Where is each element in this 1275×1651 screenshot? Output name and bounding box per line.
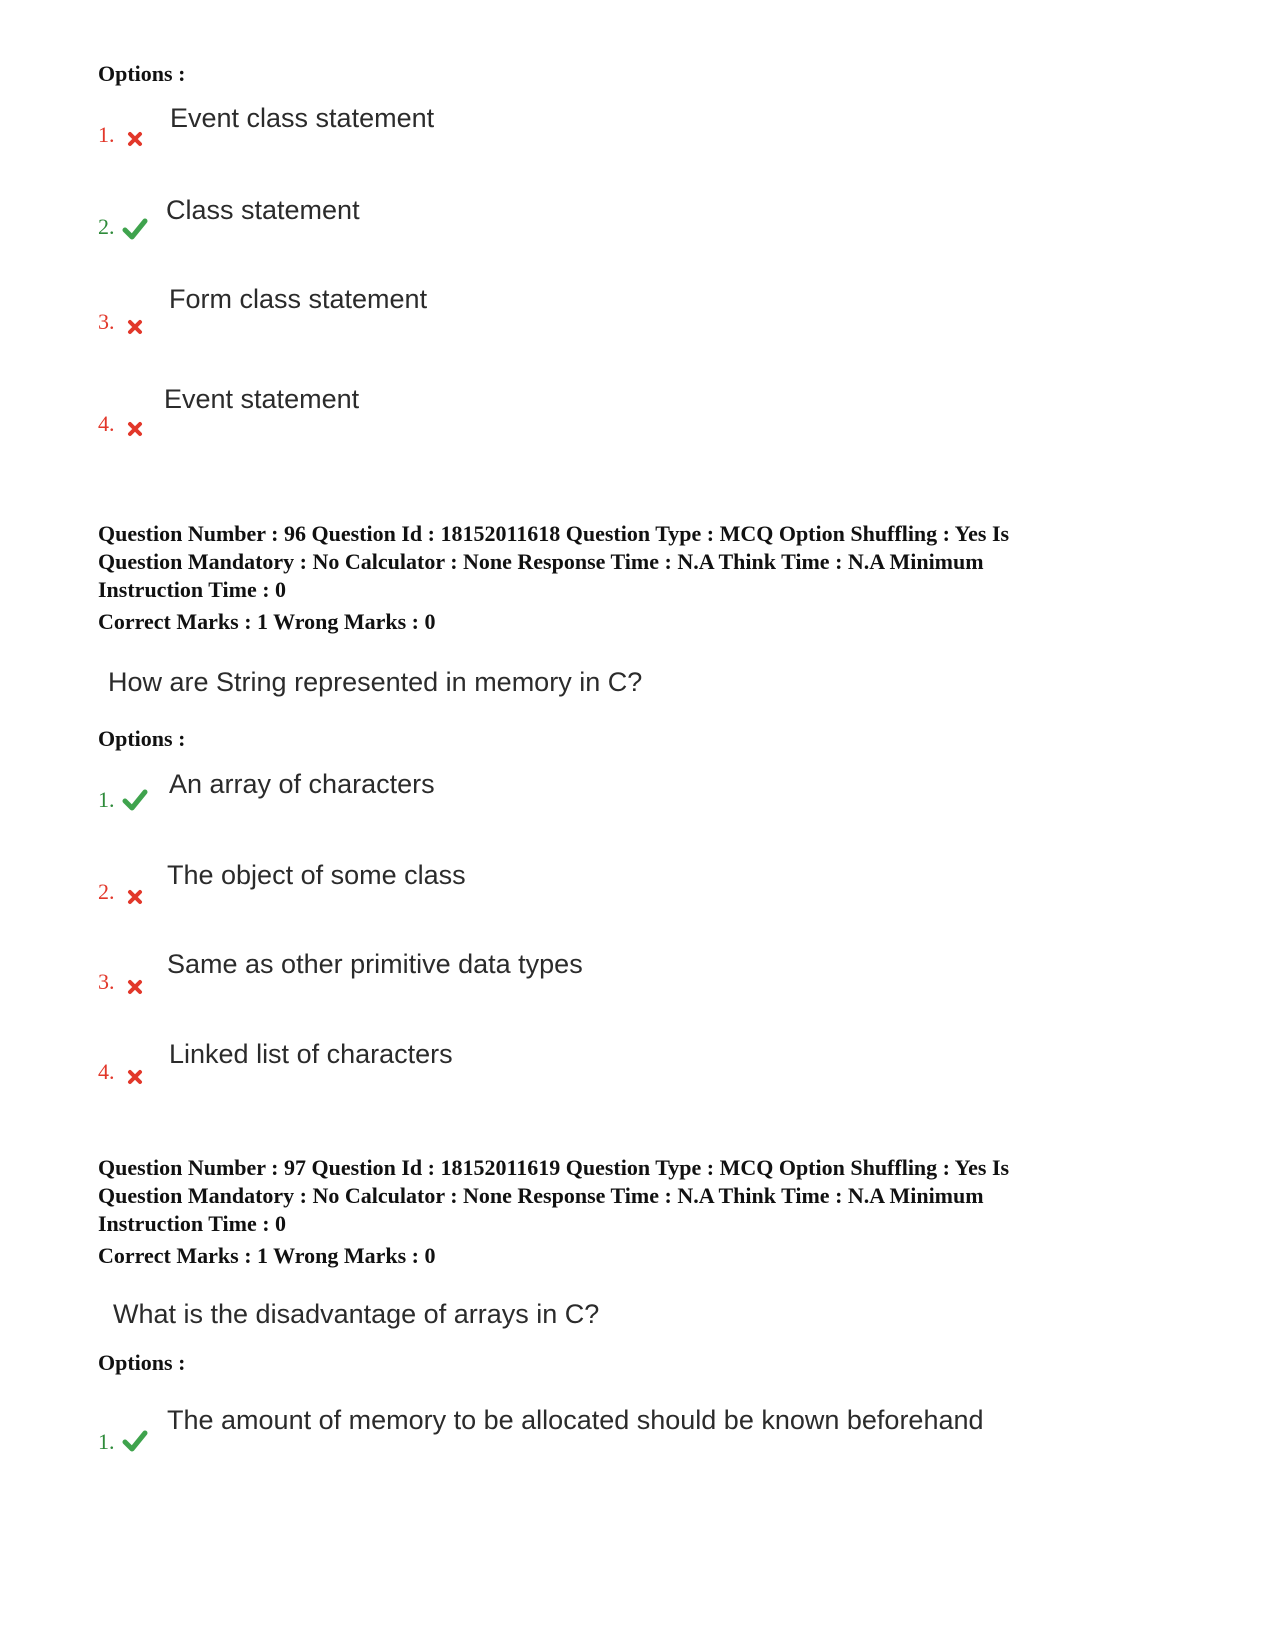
check-icon <box>122 218 148 240</box>
cross-icon <box>127 889 143 905</box>
option-number: 1. <box>98 122 115 147</box>
question-meta <box>98 520 1198 604</box>
option-text: Event statement <box>164 384 360 414</box>
marks-line: Correct Marks : 1 Wrong Marks : 0 <box>98 1243 436 1268</box>
cross-icon <box>127 421 143 437</box>
meta-line: Instruction Time : 0 <box>98 577 287 602</box>
meta-line: Question Mandatory : No Calculator : None Response Time : N.A Think Time : N.A Minimum <box>98 549 984 574</box>
meta-line: Question Mandatory : No Calculator : None Response Time : N.A Think Time : N.A Minimum <box>98 1183 984 1208</box>
cross-icon <box>127 1069 143 1085</box>
cross-icon <box>127 979 143 995</box>
option-number: 4. <box>98 1059 115 1084</box>
meta-line: Instruction Time : 0 <box>98 1211 287 1236</box>
question-meta <box>98 1154 1198 1238</box>
option-number: 3. <box>98 969 115 994</box>
option-number: 1. <box>98 1429 115 1454</box>
option-text: Linked list of characters <box>169 1039 453 1069</box>
marks-line: Correct Marks : 1 Wrong Marks : 0 <box>98 609 436 634</box>
option-number: 4. <box>98 411 115 436</box>
option-text: Event class statement <box>170 103 435 133</box>
option-text: The object of some class <box>167 860 466 890</box>
meta-line: Question Number : 96 Question Id : 18152011618 Question Type : MCQ Option Shuffling : Yes Is <box>98 521 1010 546</box>
cross-icon <box>127 131 143 147</box>
option-number: 1. <box>98 787 115 812</box>
option-text: The amount of memory to be allocated should be known beforehand <box>167 1405 984 1435</box>
question-text: What is the disadvantage of arrays in C? <box>113 1299 600 1329</box>
options-label: Options : <box>98 1350 186 1375</box>
option-number: 3. <box>98 309 115 334</box>
option-number: 2. <box>98 879 115 904</box>
cross-icon <box>127 319 143 335</box>
option-text: Class statement <box>166 195 360 225</box>
option-text: Form class statement <box>169 284 428 314</box>
meta-line: Question Number : 97 Question Id : 18152011619 Question Type : MCQ Option Shuffling : Yes Is <box>98 1155 1010 1180</box>
option-number: 2. <box>98 214 115 239</box>
options-label: Options : <box>98 726 186 751</box>
check-icon <box>122 789 148 811</box>
options-label: Options : <box>98 61 186 86</box>
option-text: Same as other primitive data types <box>167 949 583 979</box>
option-text: An array of characters <box>169 769 435 799</box>
question-text: How are String represented in memory in C? <box>108 667 643 697</box>
check-icon <box>122 1430 148 1452</box>
